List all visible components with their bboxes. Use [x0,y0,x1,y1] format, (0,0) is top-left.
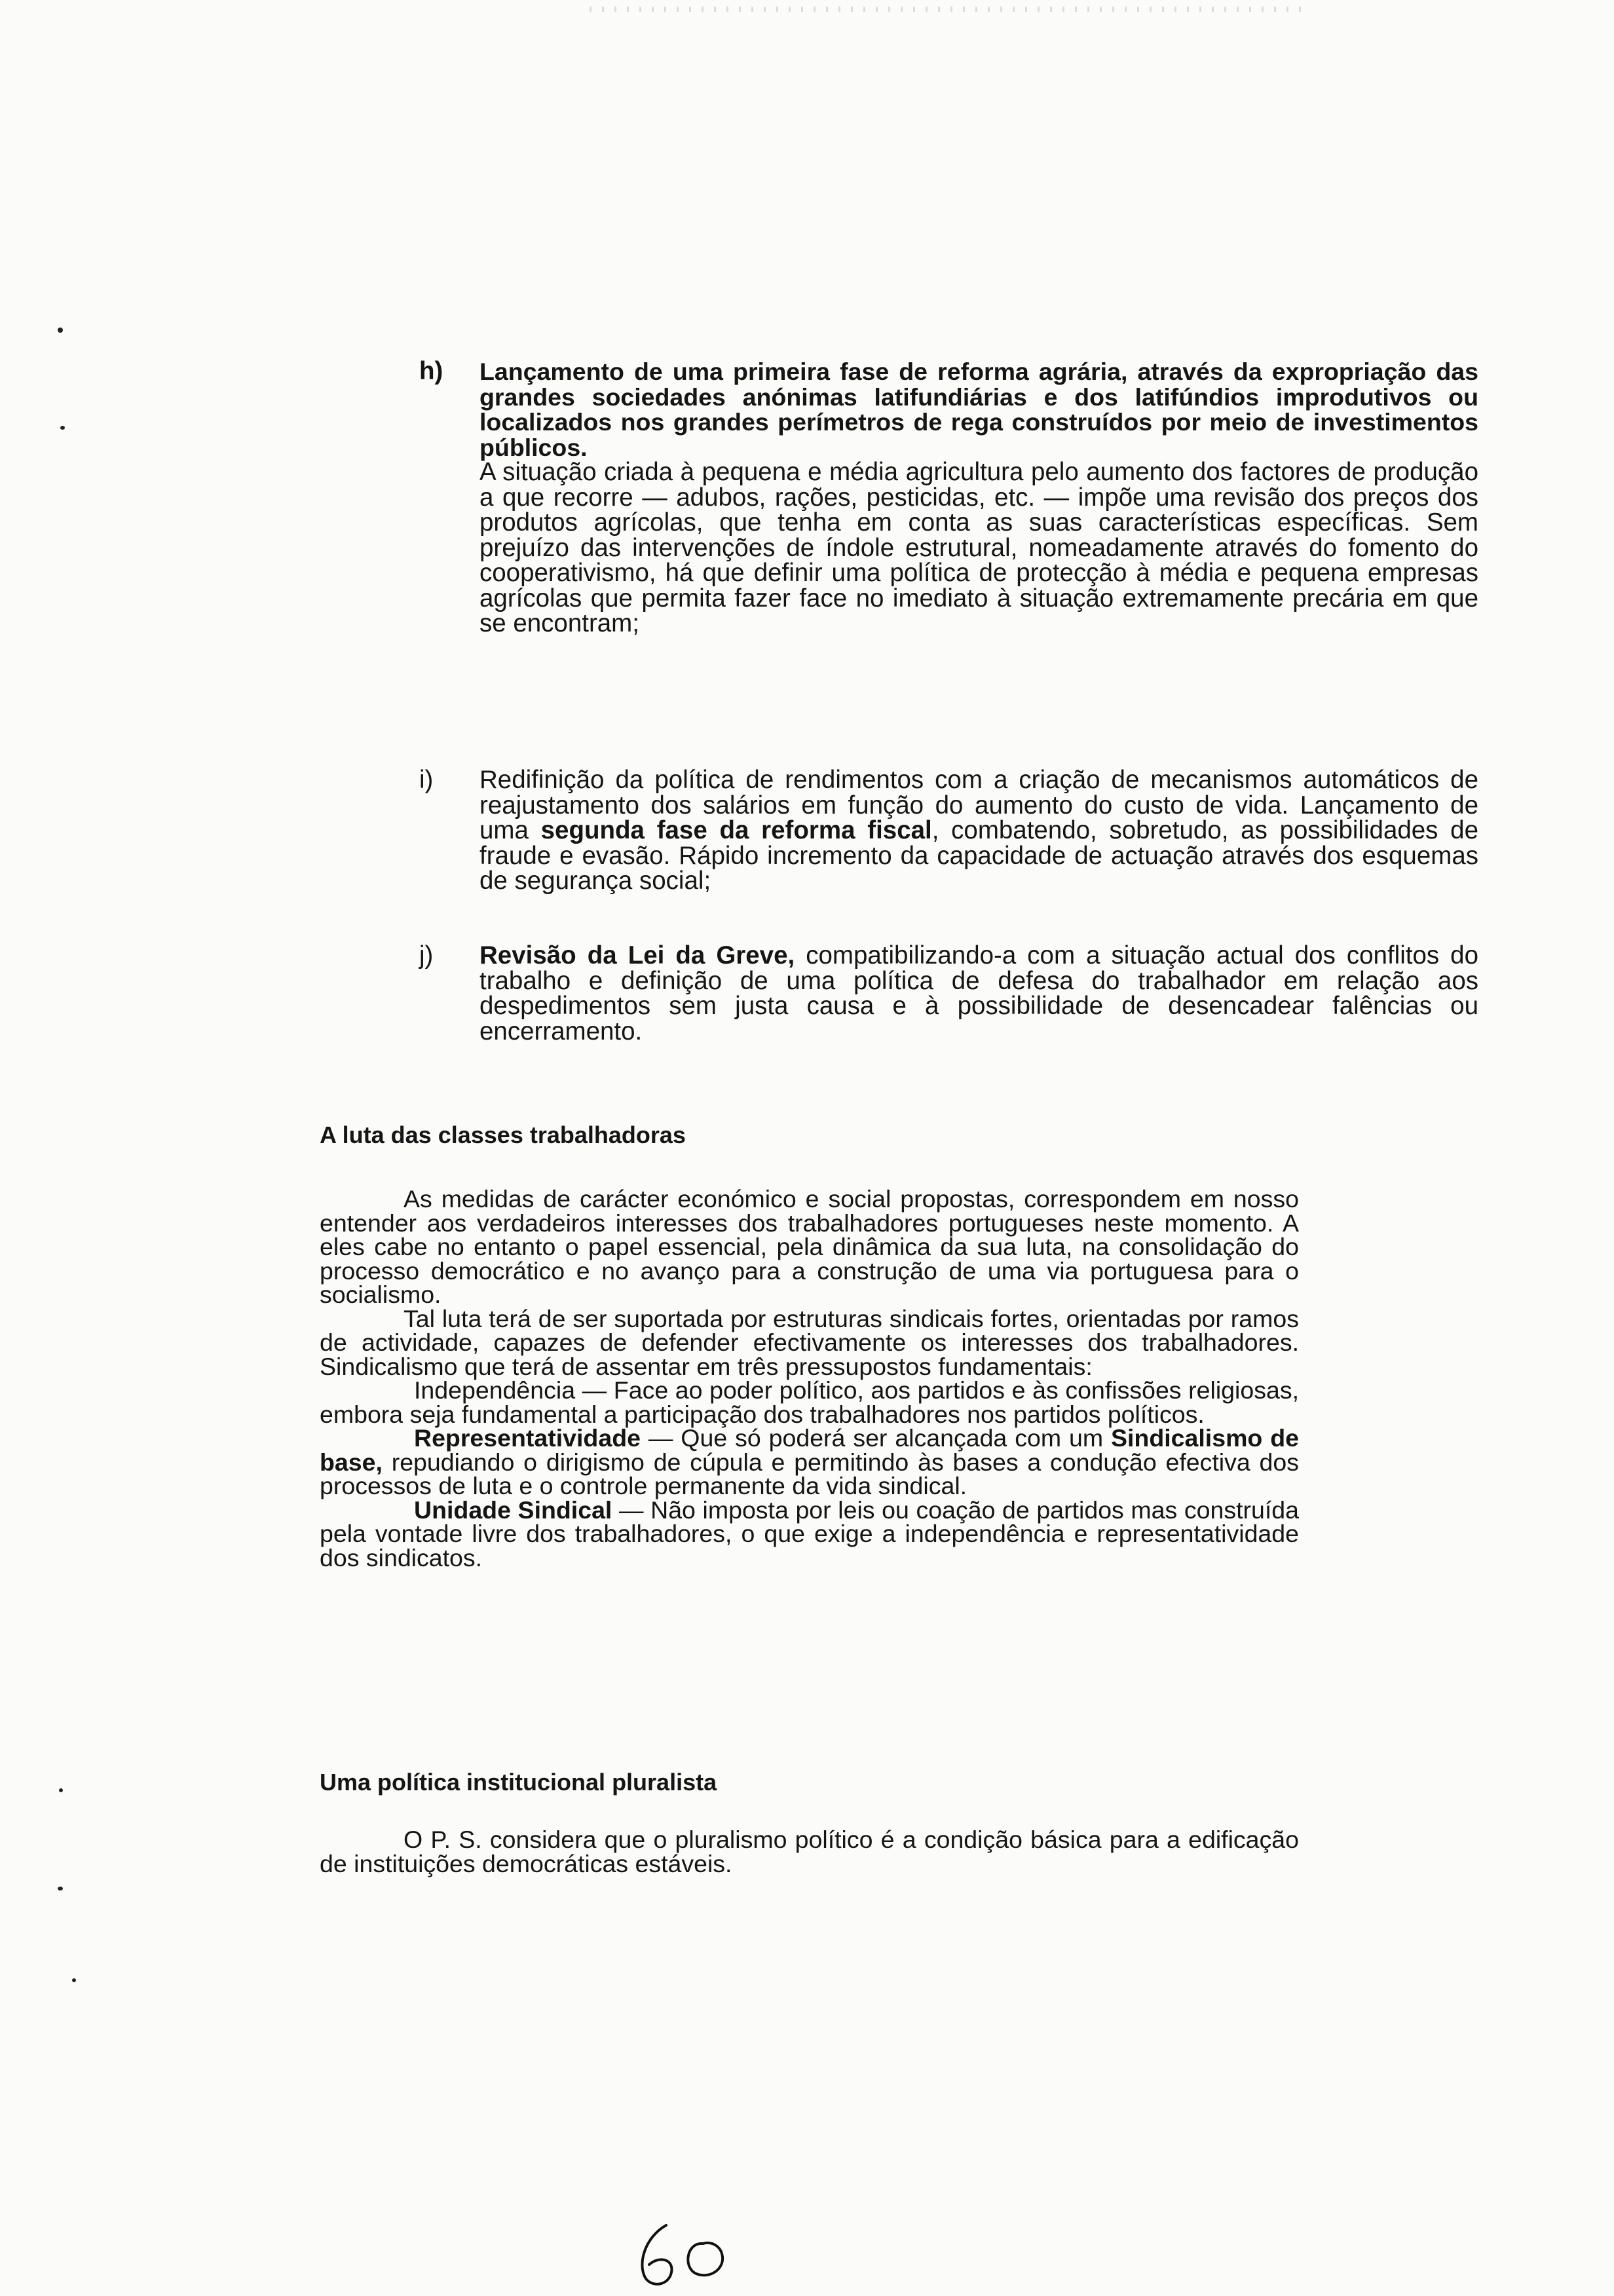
page-number [626,2217,757,2293]
item-text: compatibilizando-a com a situação actual dos conflitos do trabalho e definição de uma política de defesa do trabalhador em relação aos despedimentos sem justa causa e à possibilidade de desencadear falências ou encerramento. [479,941,1478,1045]
scan-speck [58,328,63,333]
section-heading: Uma política institucional pluralista [320,1769,717,1796]
item-lead-text: Lançamento de uma primeira fase de reforma agrária, através da expropriação das grandes sociedades anónimas latifundiárias e dos latifúndios improdutivos ou localizados nos grandes perímetros de rega construídos por meio de investimentos públicos. [479,358,1478,461]
paragraph-emphasis: Unidade Sindical [414,1496,612,1524]
item-body-text: A situação criada à pequena e média agricultura pelo aumento dos factores de produção a que recorre — adubos, rações, pesticidas, etc. — impõe uma revisão dos preços dos produtos agrícolas, que tenha em conta as suas características específicas. Sem prejuízo das intervenções de índole estrutural, nomeadamente através do fomento do cooperativismo, há que definir uma política de protecção à média e pequena empresas agrícolas que permita fazer face no imediato à situação extremamente precária em que se encontram; [479,458,1478,637]
section-heading: A luta das classes trabalhadoras [320,1121,686,1148]
paragraph-emphasis: Representatividade [414,1424,641,1452]
handwritten-page-number [626,2217,757,2293]
item-marker: i) [419,766,434,794]
item-text: , combatendo, sobretudo, as possibilidades de fraude e evasão. Rápido incremento da capacidade de actuação através dos esquemas de segurança social; [479,816,1478,895]
paragraph-text: repudiando o dirigismo de cúpula e permitindo às bases a condução efectiva dos processos de luta e o controle permanente da vida sindical. [320,1448,1299,1499]
paragraph-text: — Não imposta por leis ou coação de partidos mas construída pela vontade livre dos trabalhadores, o que exige a independência e representatividade dos sindicatos. [320,1496,1299,1571]
item-body-text [479,943,1478,1044]
item-text: Redifinição da política de rendimentos com a criação de mecanismos automáticos de reajustamento dos salários em função do aumento do custo de vida. Lançamento de uma [479,766,1478,844]
list-item-j [314,943,1478,1044]
paragraph [320,1426,1299,1498]
scan-speck [59,1788,63,1792]
scan-noise [590,7,1310,12]
paragraph-emphasis: Sindicalismo de base, [320,1424,1299,1476]
item-body-text [479,768,1478,894]
item-marker: j) [419,941,434,969]
paragraph: Independência — Face ao poder político, aos partidos e às confissões religiosas, embora seja fundamental a participação dos trabalhadores nos partidos políticos. [320,1376,1299,1428]
item-emphasis: segunda fase da reforma fiscal [540,816,932,844]
list-item-i [314,768,1478,894]
paragraph [320,1498,1299,1570]
paragraph: Tal luta terá de ser suportada por estruturas sindicais fortes, orientadas por ramos de actividade, capazes de defender efectivamente os interesses dos trabalhadores. Sindicalismo que terá de assentar em três pressupostos fundamentais: [320,1304,1299,1380]
item-emphasis: Revisão da Lei da Greve, [479,941,795,969]
scan-speck [60,426,65,430]
paragraph: As medidas de carácter económico e social propostas, correspondem em nosso entender aos verdadeiros interesses dos trabalhadores portugueses neste momento. A eles cabe no entanto o papel essencial, pela dinâmica da sua luta, na consolidação do processo democrático e no avanço para a construção de uma via portuguesa para o socialismo. [320,1185,1299,1308]
section-body [320,1187,1299,1570]
scan-speck [58,1887,63,1891]
section-body [320,1828,1299,1875]
paragraph-text: — Que só poderá ser alcançada com um [640,1424,1111,1452]
item-marker: h) [419,357,443,385]
paragraph: O P. S. considera que o pluralismo político é a condição básica para a edificação de instituições democráticas estáveis. [320,1826,1299,1877]
scan-speck [72,1978,76,1982]
list-item-h [314,359,1478,637]
